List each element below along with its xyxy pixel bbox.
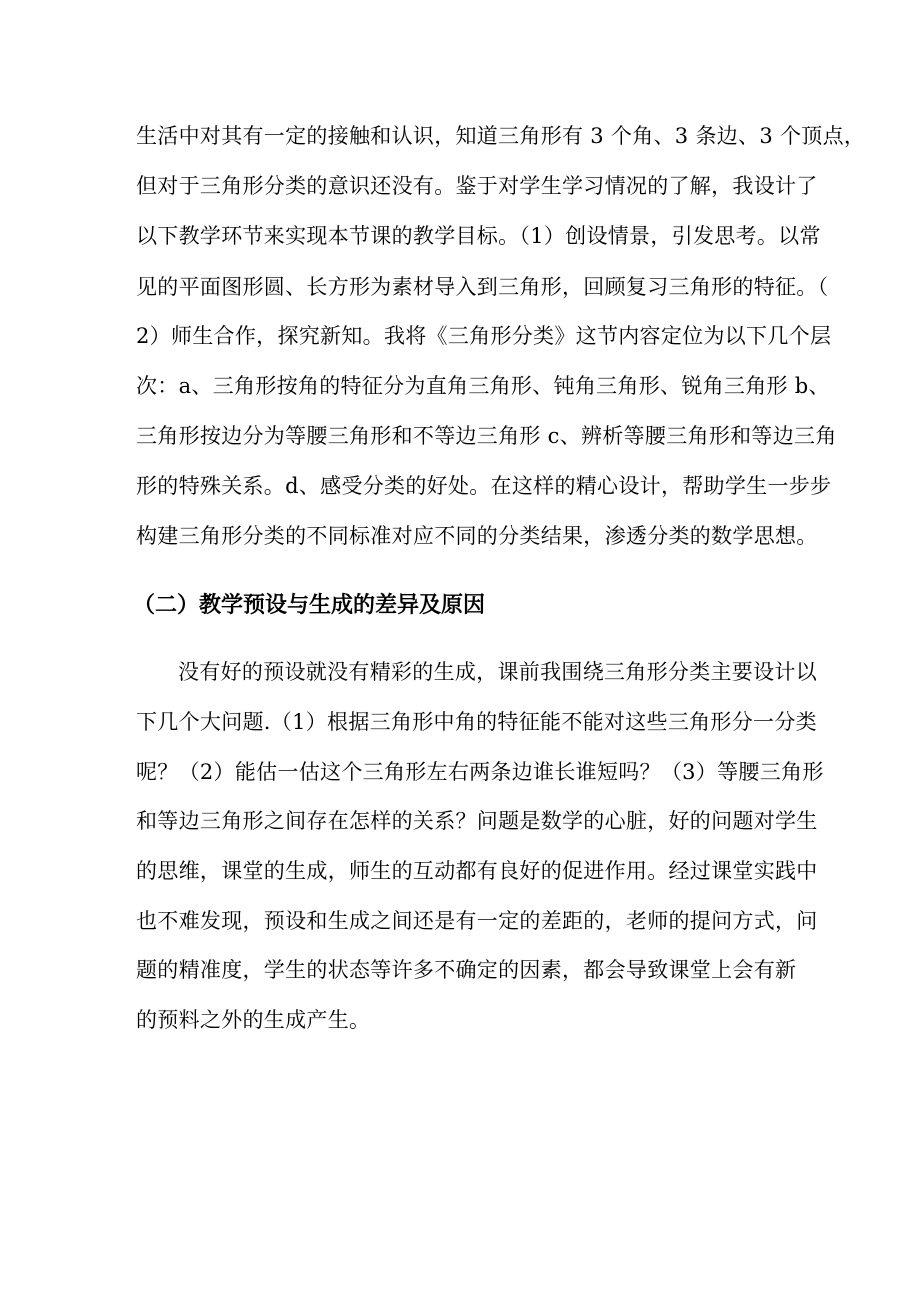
paragraph-1-line-8: 形的特殊关系。d、感受分类的好处。在这样的精心设计，帮助学生一步步 bbox=[136, 474, 832, 498]
paragraph-1-line-6: 次：a、三角形按角的特征分为直角三角形、钝角三角形、锐角三角形 b、 bbox=[136, 374, 830, 398]
paragraph-2-line-6: 也不难发现，预设和生成之间还是有一定的差距的，老师的提问方式，问 bbox=[136, 909, 818, 933]
paragraph-2-line-8: 的预料之外的生成产生。 bbox=[136, 1008, 371, 1032]
paragraph-2-line-7: 题的精准度，学生的状态等许多不确定的因素，都会导致课堂上会有新 bbox=[136, 958, 797, 982]
paragraph-2-line-5: 的思维，课堂的生成，师生的互动都有良好的促进作用。经过课堂实践中 bbox=[136, 859, 818, 883]
paragraph-1-line-5: 2）师生合作，探究新知。我将《三角形分类》这节内容定位为以下几个层 bbox=[136, 324, 832, 348]
paragraph-1-line-2: 但对于三角形分类的意识还没有。鉴于对学生学习情况的了解，我设计了 bbox=[136, 174, 818, 198]
paragraph-2-line-2: 下几个大问题.（1）根据三角形中角的特征能不能对这些三角形分一分类 bbox=[136, 710, 817, 734]
paragraph-1-line-1: 生活中对其有一定的接触和认识，知道三角形有 3 个角、3 条边、3 个顶点， bbox=[136, 124, 866, 148]
paragraph-2-line-4: 和等边三角形之间存在怎样的关系？问题是数学的心脏，好的问题对学生 bbox=[136, 809, 818, 833]
paragraph-2-line-1: 没有好的预设就没有精彩的生成，课前我围绕三角形分类主要设计以 bbox=[178, 660, 817, 684]
paragraph-1-line-7: 三角形按边分为等腰三角形和不等边三角形 c、辨析等腰三角形和等边三角 bbox=[136, 424, 837, 448]
paragraph-2-line-3: 呢？（2）能估一估这个三角形左右两条边谁长谁短吗？（3）等腰三角形 bbox=[136, 760, 824, 784]
paragraph-1-line-9: 构建三角形分类的不同标准对应不同的分类结果，渗透分类的数学思想。 bbox=[136, 524, 818, 548]
paragraph-1-line-3: 以下教学环节来实现本节课的教学目标。（1）创设情景，引发思考。以常 bbox=[136, 224, 821, 248]
paragraph-1-line-4: 见的平面图形圆、长方形为素材导入到三角形，回顾复习三角形的特征。（ bbox=[136, 275, 829, 299]
section-heading: （二）教学预设与生成的差异及原因 bbox=[133, 593, 486, 618]
